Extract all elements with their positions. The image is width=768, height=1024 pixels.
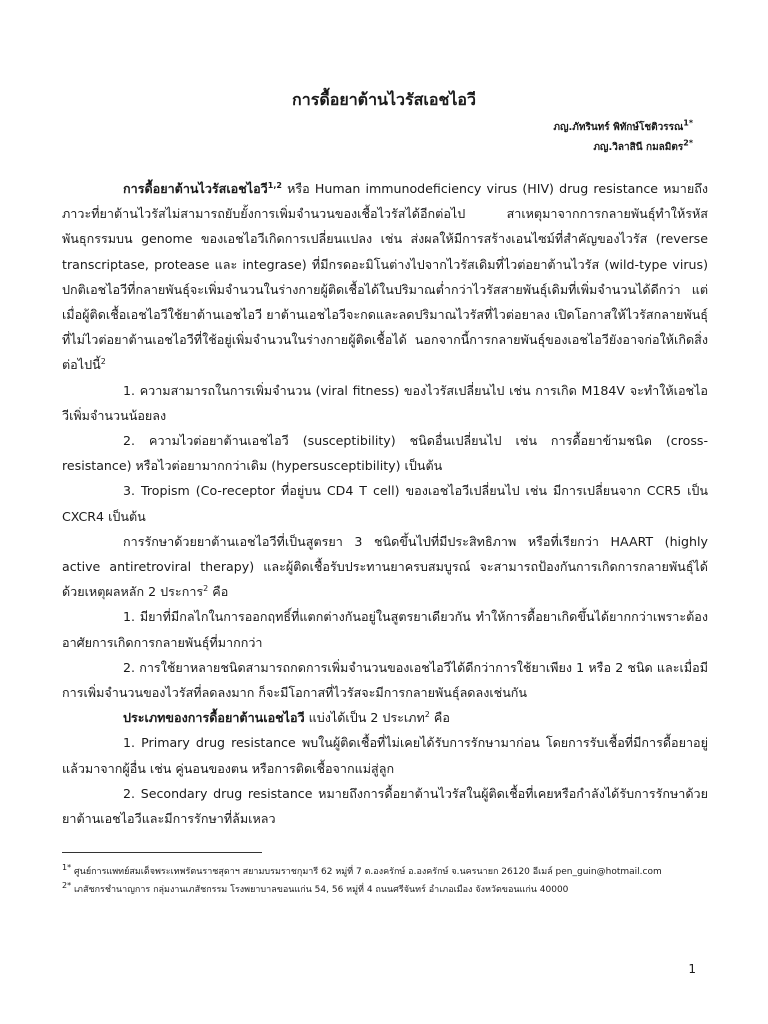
item-text: มียาที่มีกลไกในการออกฤทธิ์ที่แตกต่างกันอยู่ในสูตรยาเดียวกัน ทำให้การดื้อยาเกิดขึ้นได้ยากกว่าเพราะต้องอาศัยการเกิดการกลายพันธุ์ที่มากกว่า [62, 609, 708, 650]
type-item-1 [62, 730, 708, 780]
item-number: 1. [123, 382, 136, 398]
item-number: 2. [123, 433, 136, 449]
item-number: 3. [123, 483, 136, 499]
effect-item-2 [62, 428, 708, 478]
footnote-2 [62, 881, 712, 896]
author-mark: 1* [683, 118, 693, 128]
intro-paragraph [62, 176, 708, 378]
haart-tail: คือ [208, 584, 229, 600]
author-name: ภญ.วิลาสินี กมลมิตร [593, 142, 684, 153]
item-text: ความไวต่อยาต้านเอชไอวี (susceptibility) ชนิดอื่นเปลี่ยนไป เช่น การดื้อยาข้ามชนิด (cross-resistance) หรือไวต่อยามากกว่าเดิม (hypersusceptibility) เป็นต้น [62, 433, 708, 474]
item-number: 2. [123, 659, 136, 675]
footnote-text: ศูนย์การแพทย์สมเด็จพระเทพรัตนราชสุดาฯ สยามบรมราชกุมารี 62 หมู่ที่ 7 ต.องครักษ์ อ.องครักษ์ จ.นครนายก 26120 อีเมล์ pen_guin@hotmail.com [71, 867, 662, 877]
item-number: 2. [123, 785, 136, 801]
reason-item-2 [62, 655, 708, 705]
author-name: ภญ.ภัทรินทร์ พิทักษ์โชติวรรณ [553, 122, 684, 133]
item-text: Tropism (Co-receptor ที่อยู่บน CD4 T cell) ของเอชไอวีเปลี่ยนไป เช่น มีการเปลี่ยนจาก CCR5 เป็น CXCR4 เป็นต้น [62, 483, 708, 524]
item-number: 1. [123, 609, 136, 625]
document-title: การดื้อยาต้านไวรัสเอชไอวี [292, 90, 476, 109]
footnote-mark: 2* [62, 881, 72, 890]
types-heading-mark: 2 [424, 710, 430, 720]
intro-text: หรือ Human immunodeficiency virus (HIV) drug resistance หมายถึงภาวะที่ยาต้านไวรัสไม่สามารถยับยั้งการเพิ่มจำนวนของเชื้อไวรัสได้อีกต่อไป สาเหตุมาจากการกลายพันธุ์ทำให้รหัสพันธุกรรมบน genome ของเอชไอวีเกิดการเปลี่ยนแปลง เช่น ส่งผลให้มีการสร้างเอนไซม์ที่สำคัญของไวรัส (reverse transcriptase, protease และ integrase) ที่มีกรดอะมิโนต่างไปจากไวรัสเดิมที่ไวต่อยาต้านไวรัส (wild-type virus) ปกติเอชไอวีที่กลายพันธุ์จะเพิ่มจำนวนในร่างกายผู้ติดเชื้อได้ในปริมาณต่ำกว่าไวรัสสายพันธุ์เดิมที่เพิ่มจำนวนได้ดีกว่า แต่เมื่อผู้ติดเชื้อเอชไอวีใช้ยาต้านเอชไอวี ยาต้านเอชไอวีจะกดและลดปริมาณไวรัสที่ไวต่อยาลง เปิดโอกาสให้ไวรัสกลายพันธุ์ที่ไม่ไวต่อยาต้านเอชไอวีที่ใช้อยู่เพิ่มจำนวนในร่างกายผู้ติดเชื้อได้ นอกจากนี้การกลายพันธุ์ของเอชไอวียังอาจก่อให้เกิดสิ่งต่อไปนี้ [62, 181, 708, 373]
effect-item-1 [62, 378, 708, 428]
haart-mark: 2 [203, 584, 209, 594]
item-text: ความสามารถในการเพิ่มจำนวน (viral fitness) ของไวรัสเปลี่ยนไป เช่น การเกิด M184V จะทำให้เอชไอวีเพิ่มจำนวนน้อยลง [62, 382, 708, 423]
haart-text: การรักษาด้วยยาต้านเอชไอวีที่เป็นสูตรยา 3 ชนิดขึ้นไปที่มีประสิทธิภาพ หรือที่เรียกว่า HAART (highly active antiretroviral therapy) และผู้ติดเชื้อรับประทานยาครบสมบูรณ์ จะสามารถป้องกันการเกิดการกลายพันธุ์ได้ด้วยเหตุผลหลัก 2 ประการ [62, 533, 708, 600]
author-1 [433, 120, 693, 135]
author-mark: 2* [683, 138, 693, 148]
effect-item-3 [62, 478, 708, 528]
intro-end-mark: 2 [100, 357, 106, 367]
reason-item-1 [62, 604, 708, 654]
page-number: 1 [688, 962, 696, 976]
author-2 [433, 140, 693, 155]
types-heading-text: แบ่งได้เป็น 2 ประเภท [304, 710, 425, 726]
haart-paragraph [62, 529, 708, 605]
item-text: Secondary drug resistance หมายถึงการดื้อยาต้านไวรัสในผู้ติดเชื้อที่เคยหรือกำลังได้รับการรักษาด้วยยาต้านเอชไอวีและมีการรักษาที่ล้มเหลว [62, 785, 708, 827]
types-heading-tail: คือ [429, 710, 450, 726]
intro-lead: การดื้อยาต้านไวรัสเอชไอวี [123, 181, 268, 196]
footnote-text: เภสัชกรชำนาญการ กลุ่มงานเภสัชกรรม โรงพยาบาลขอนแก่น 54, 56 หมู่ที่ 4 ถนนศรีจันทร์ อำเภอเมือง จังหวัดขอนแก่น 40000 [71, 885, 569, 895]
types-heading-lead: ประเภทของการดื้อยาต้านเอชไอวี [123, 710, 305, 726]
footnote-mark: 1* [62, 863, 72, 872]
item-text: การใช้ยาหลายชนิดสามารถกดการเพิ่มจำนวนของเอชไอวีได้ดีกว่าการใช้ยาเพียง 1 หรือ 2 ชนิด และเมื่อมีการเพิ่มจำนวนของไวรัสที่ลดลงมาก ก็จะมีโอกาสที่ไวรัสจะมีการกลายพันธุ์ลดลงเช่นกัน [62, 659, 708, 701]
footnote-divider [62, 852, 262, 853]
item-number: 1. [123, 735, 136, 751]
type-item-2 [62, 781, 708, 831]
intro-lead-mark: 1,2 [267, 180, 282, 190]
types-heading [62, 705, 708, 730]
document-body [62, 176, 708, 831]
footnote-1 [62, 863, 712, 878]
item-text: Primary drug resistance พบในผู้ติดเชื้อที่ไม่เคยได้รับการรักษามาก่อน โดยการรับเชื้อที่มีการดื้อยาอยู่แล้วมาจากผู้อื่น เช่น คู่นอนของตน หรือการติดเชื้อจากแม่สู่ลูก [62, 735, 708, 776]
